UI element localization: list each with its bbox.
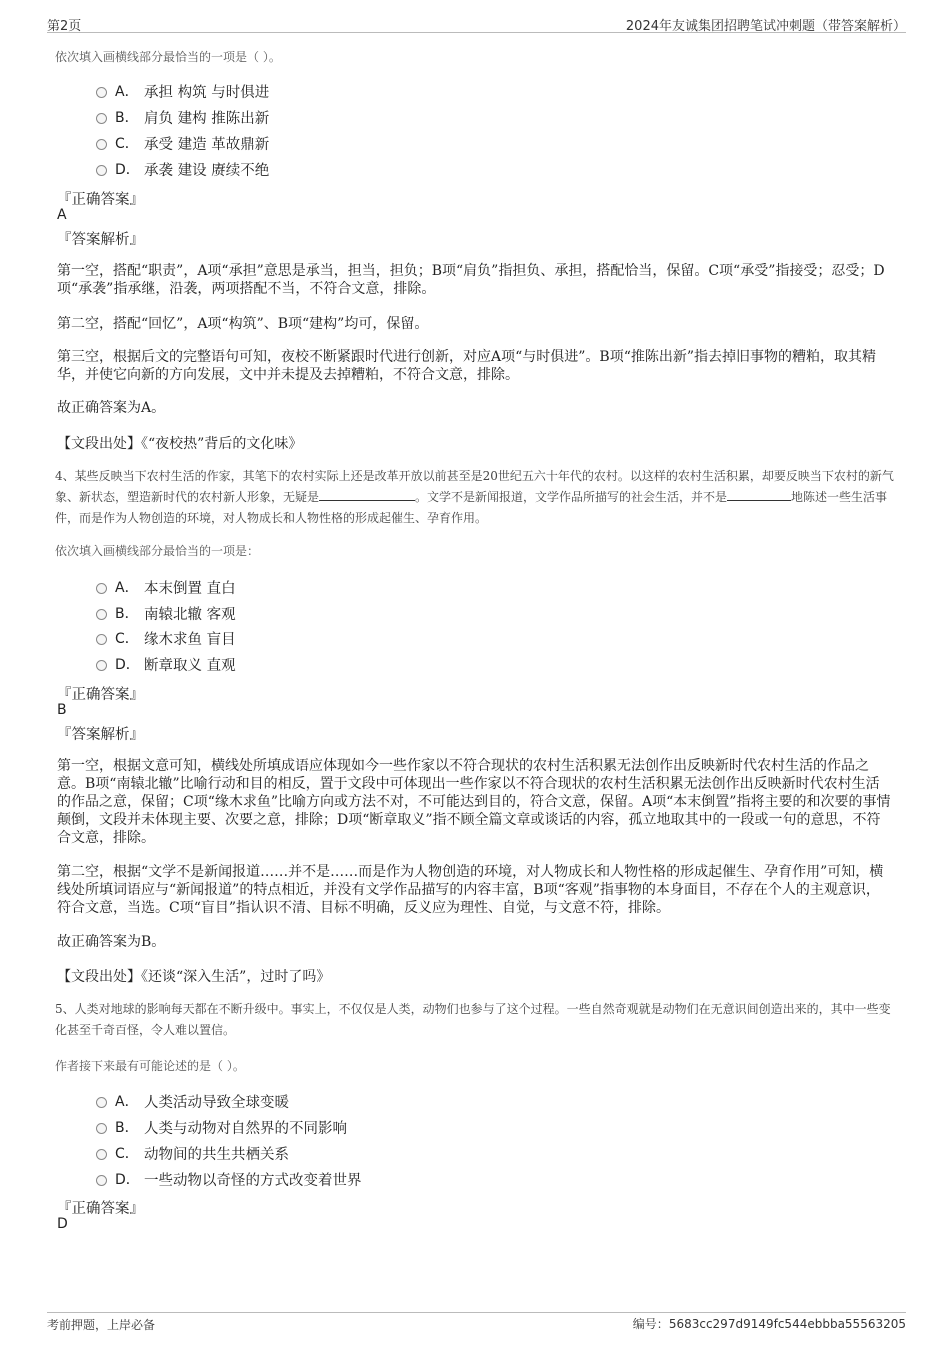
option-letter: C． — [115, 1146, 139, 1162]
option-text: 承受 建造 革故鼎新 — [144, 137, 270, 153]
blank-line — [727, 488, 791, 501]
option-text: 肩负 建构 推陈出新 — [144, 111, 270, 127]
footer-slogan: 考前押题，上岸必备 — [47, 1318, 156, 1332]
option-text: 缘木求鱼 盲目 — [144, 632, 236, 648]
option-letter: B． — [115, 110, 139, 126]
option-text: 动物间的共生共栖关系 — [144, 1147, 289, 1163]
option-text: 人类活动导致全球变暖 — [144, 1095, 289, 1111]
q5-answer-label: 『正确答案』 — [57, 1201, 144, 1217]
q4-analysis-3: 故正确答案为B。 — [57, 934, 166, 950]
radio-icon[interactable] — [96, 609, 107, 620]
q4-text-part1: 4、某些反映当下农村生活的作家，其笔下的农村实际上还是改革开放以前甚至是20世纪五六十年代的农村。以这样的农村生活积累，却要反映当下农村的新气象、新状态，塑造新时代的农村新人形象，无疑是 — [55, 469, 894, 504]
option-text: 本末倒置 直白 — [144, 581, 236, 597]
option-text: 南辕北辙 客观 — [144, 607, 236, 623]
option-letter: B． — [115, 606, 139, 622]
option-letter: D． — [115, 162, 140, 178]
q3-answer: A — [57, 207, 67, 223]
radio-icon[interactable] — [96, 660, 107, 671]
option-letter: A． — [115, 580, 139, 596]
q4-answer-label: 『正确答案』 — [57, 687, 144, 703]
page-header — [47, 14, 906, 33]
radio-icon[interactable] — [96, 113, 107, 124]
q4-analysis-2: 第二空，根据“文学不是新闻报道……并不是……而是作为人物创造的环境，对人物成长和人物性格的形成起催生、孕育作用”可知，横线处所填词语应与“新闻报道”的特点相近，并没有文学作品描写的内容丰富，B项“客观”指事物的本身面目，不存在个人的主观意识，符合文意，当选。C项“盲目”指认识不清、目标不明确，反义应为理性、自觉，与文意不符，排除。 — [57, 864, 884, 916]
q4-source: 【文段出处】《还谈“深入生活”，过时了吗》 — [57, 969, 331, 985]
q3-analysis-label: 『答案解析』 — [57, 232, 144, 248]
option-letter: D． — [115, 657, 140, 673]
q3-analysis-2: 第二空，搭配“回忆”，A项“构筑”、B项“建构”均可，保留。 — [57, 316, 429, 332]
option-letter: B． — [115, 1120, 139, 1136]
radio-icon[interactable] — [96, 634, 107, 645]
option-text: 承袭 建设 赓续不绝 — [144, 163, 270, 179]
document-title: 2024年友诚集团招聘笔试冲刺题（带答案解析） — [625, 19, 906, 34]
q5-question-text: 5、人类对地球的影响每天都在不断升级中。事实上，不仅仅是人类，动物们也参与了这个过程。一些自然奇观就是动物们在无意识间创造出来的，其中一些变化甚至千奇百怪，令人难以置信。 — [55, 1002, 891, 1037]
q3-source: 【文段出处】《“夜校热”背后的文化味》 — [57, 436, 303, 452]
option-text: 人类与动物对自然界的不同影响 — [144, 1121, 347, 1137]
page-footer — [47, 1312, 906, 1333]
q4-answer: B — [57, 702, 67, 718]
q3-answer-label: 『正确答案』 — [57, 192, 144, 208]
code-label: 编号： — [632, 1317, 669, 1331]
q4-text-part3: 地陈述一些生活事件，而是作为人物创造的环境，对人物成长和人物性格的形成起催生、孕育作用。 — [55, 490, 888, 525]
radio-icon[interactable] — [96, 1123, 107, 1134]
radio-icon[interactable] — [96, 87, 107, 98]
code-value: 5683cc297d9149fc544ebbba55563205 — [668, 1317, 906, 1331]
radio-icon[interactable] — [96, 139, 107, 150]
q4-analysis-1: 第一空，根据文意可知，横线处所填成语应体现如今一些作家以不符合现状的农村生活积累无法创作出反映新时代农村生活的作品之意。B项“南辕北辙”比喻行动和目的相反，置于文段中可体现出一些作家以不符合现状的农村生活积累无法创作出反映新时代农村生活的作品之意，保留；C项“缘木求鱼”比喻方向或方法不对，不可能达到目的，符合文意，保留。A项“本末倒置”指将主要的和次要的事情颠倒，文段并未体现主要、次要之意，排除；D项“断章取义”指不顾全篇文章或谈话的内容，孤立地取其中的一段或一句的意思，不符合文意，排除。 — [57, 758, 891, 846]
page-number: 第2页 — [47, 19, 82, 34]
radio-icon[interactable] — [96, 165, 107, 176]
radio-icon[interactable] — [96, 583, 107, 594]
q5-answer: D — [57, 1216, 68, 1232]
q4-analysis-label: 『答案解析』 — [57, 727, 144, 743]
q3-prompt: 依次填入画横线部分最恰当的一项是（ ）。 — [55, 50, 281, 64]
radio-icon[interactable] — [96, 1097, 107, 1108]
option-text: 一些动物以奇怪的方式改变着世界 — [144, 1173, 362, 1189]
blank-line — [319, 488, 415, 501]
document-code — [633, 1315, 906, 1332]
q4-question-text — [55, 466, 895, 529]
option-letter: A． — [115, 84, 139, 100]
q3-analysis-3: 第三空，根据后文的完整语句可知，夜校不断紧跟时代进行创新，对应A项“与时俱进”。B项“推陈出新”指去掉旧事物的糟粕，取其精华，并使它向新的方向发展，文中并未提及去掉糟粕，不符合文意，排除。 — [57, 349, 877, 383]
q3-analysis-1: 第一空，搭配“职责”，A项“承担”意思是承当，担当，担负；B项“肩负”指担负、承担，搭配恰当，保留。C项“承受”指接受；忍受；D项“承袭”指承继，沿袭，两项搭配不当，不符合文意，排除。 — [57, 263, 885, 297]
q4-prompt: 依次填入画横线部分最恰当的一项是： — [55, 544, 260, 558]
radio-icon[interactable] — [96, 1149, 107, 1160]
option-text: 承担 构筑 与时俱进 — [144, 85, 270, 101]
option-letter: C． — [115, 631, 139, 647]
option-letter: A． — [115, 1094, 139, 1110]
q5-prompt: 作者接下来最有可能论述的是（ ）。 — [55, 1059, 245, 1073]
radio-icon[interactable] — [96, 1175, 107, 1186]
option-text: 断章取义 直观 — [144, 658, 236, 674]
q3-analysis-4: 故正确答案为A。 — [57, 400, 166, 416]
option-letter: C． — [115, 136, 139, 152]
q4-text-part2: 。文学不是新闻报道，文学作品所描写的社会生活，并不是 — [415, 490, 728, 504]
option-letter: D． — [115, 1172, 140, 1188]
